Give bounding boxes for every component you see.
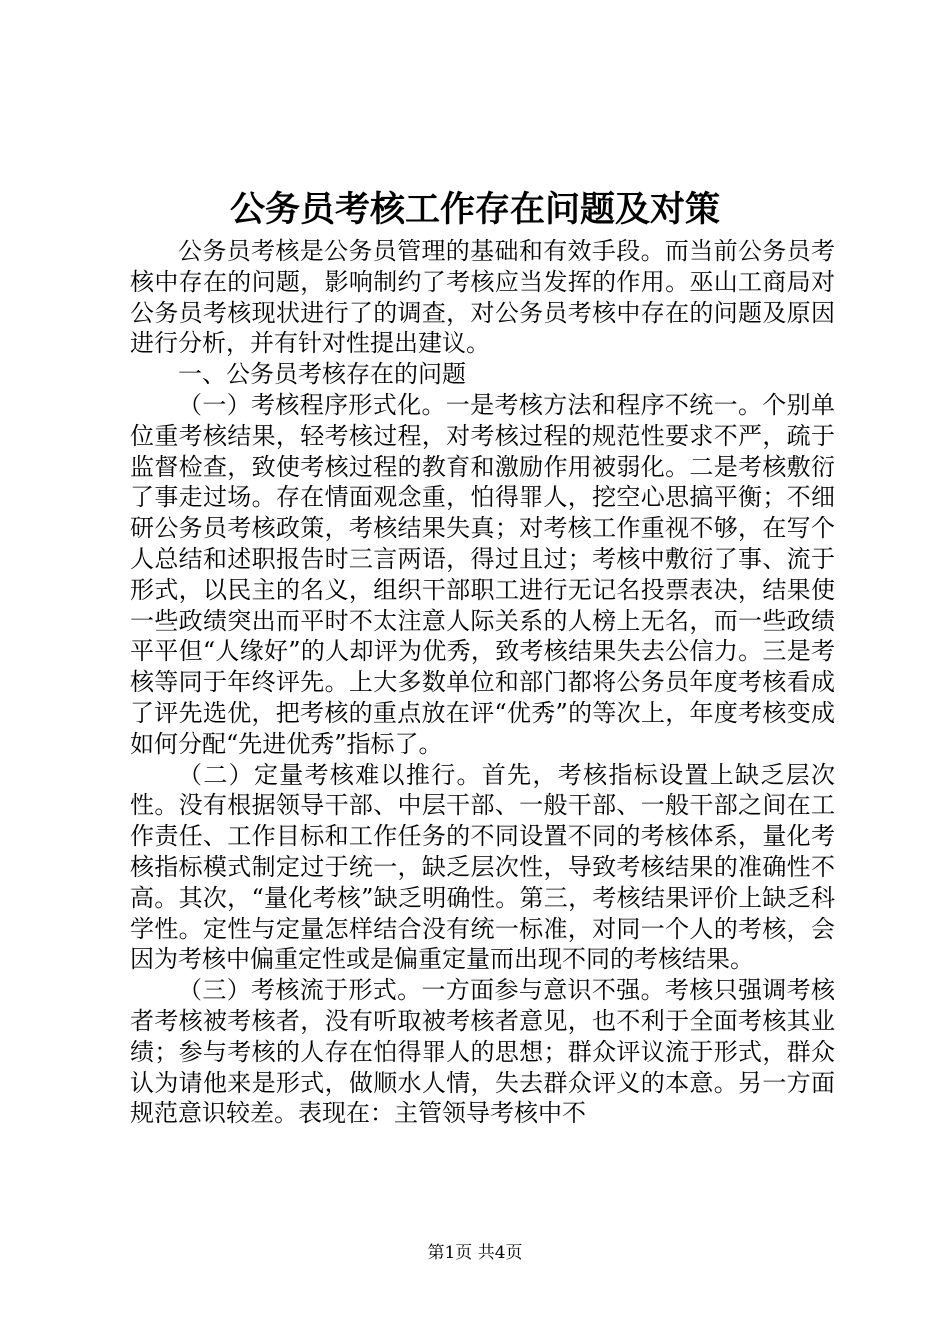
section-heading-problems: 一、公务员考核存在的问题 <box>178 360 466 389</box>
paragraph-intro: 公务员考核是公务员管理的基础和有效手段。而当前公务员考核中存在的问题，影响制约了考核应当发挥的作用。巫山工商局对公务员考核现状进行了的调查，对公务员考核中存在的问题及原因进行分析，并有针对性提出建议。 <box>130 237 835 358</box>
paragraph-procedure: （一）考核程序形式化。一是考核方法和程序不统一。个别单位重考核结果，轻考核过程，对考核过程的规范性要求不严，疏于监督检查，致使考核过程的教育和激励作用被弱化。二是考核敷衍了事走过场。存在情面观念重，怕得罪人，挖空心思搞平衡；不细研公务员考核政策，考核结果失真；对考核工作重视不够，在写个人总结和述职报告时三言两语，得过且过；考核中敷衍了事、流于形式，以民主的名义，组织干部职工进行无记名投票表决，结果使一些政绩突出而平时不太注意人际关系的人榜上无名，而一些政绩平平但“人缘好”的人却评为优秀，致考核结果失去公信力。三是考核等同于年终评先。上大多数单位和部门都将公务员年度考核看成了评先选优，把考核的重点放在评“优秀”的等次上，年度考核变成如何分配“先进优秀”指标了。 <box>130 390 835 758</box>
document-title: 公务员考核工作存在问题及对策 <box>229 189 720 230</box>
paragraph-quantitative: （二）定量考核难以推行。首先，考核指标设置上缺乏层次性。没有根据领导干部、中层干部、一般干部、一般干部之间在工作责任、工作目标和工作任务的不同设置不同的考核体系，量化考核指标模式制定过于统一，缺乏层次性，导致考核结果的准确性不高。其次，“量化考核”缺乏明确性。第三，考核结果评价上缺乏科学性。定性与定量怎样结合没有统一标准，对同一个人的考核，会因为考核中偏重定性或是偏重定量而出现不同的考核结果。 <box>130 760 835 974</box>
page-footer: 第1页 共4页 <box>427 1243 523 1263</box>
document-body <box>130 236 835 1129</box>
paragraph-formality: （三）考核流于形式。一方面参与意识不强。考核只强调考核者考核被考核者，没有听取被考核者意见，也不利于全面考核其业绩；参与考核的人存在怕得罪人的思想；群众评议流于形式，群众认为请他来是形式，做顺水人情，失去群众评义的本意。另一方面规范意识较差。表现在：主管领导考核中不 <box>130 976 835 1128</box>
